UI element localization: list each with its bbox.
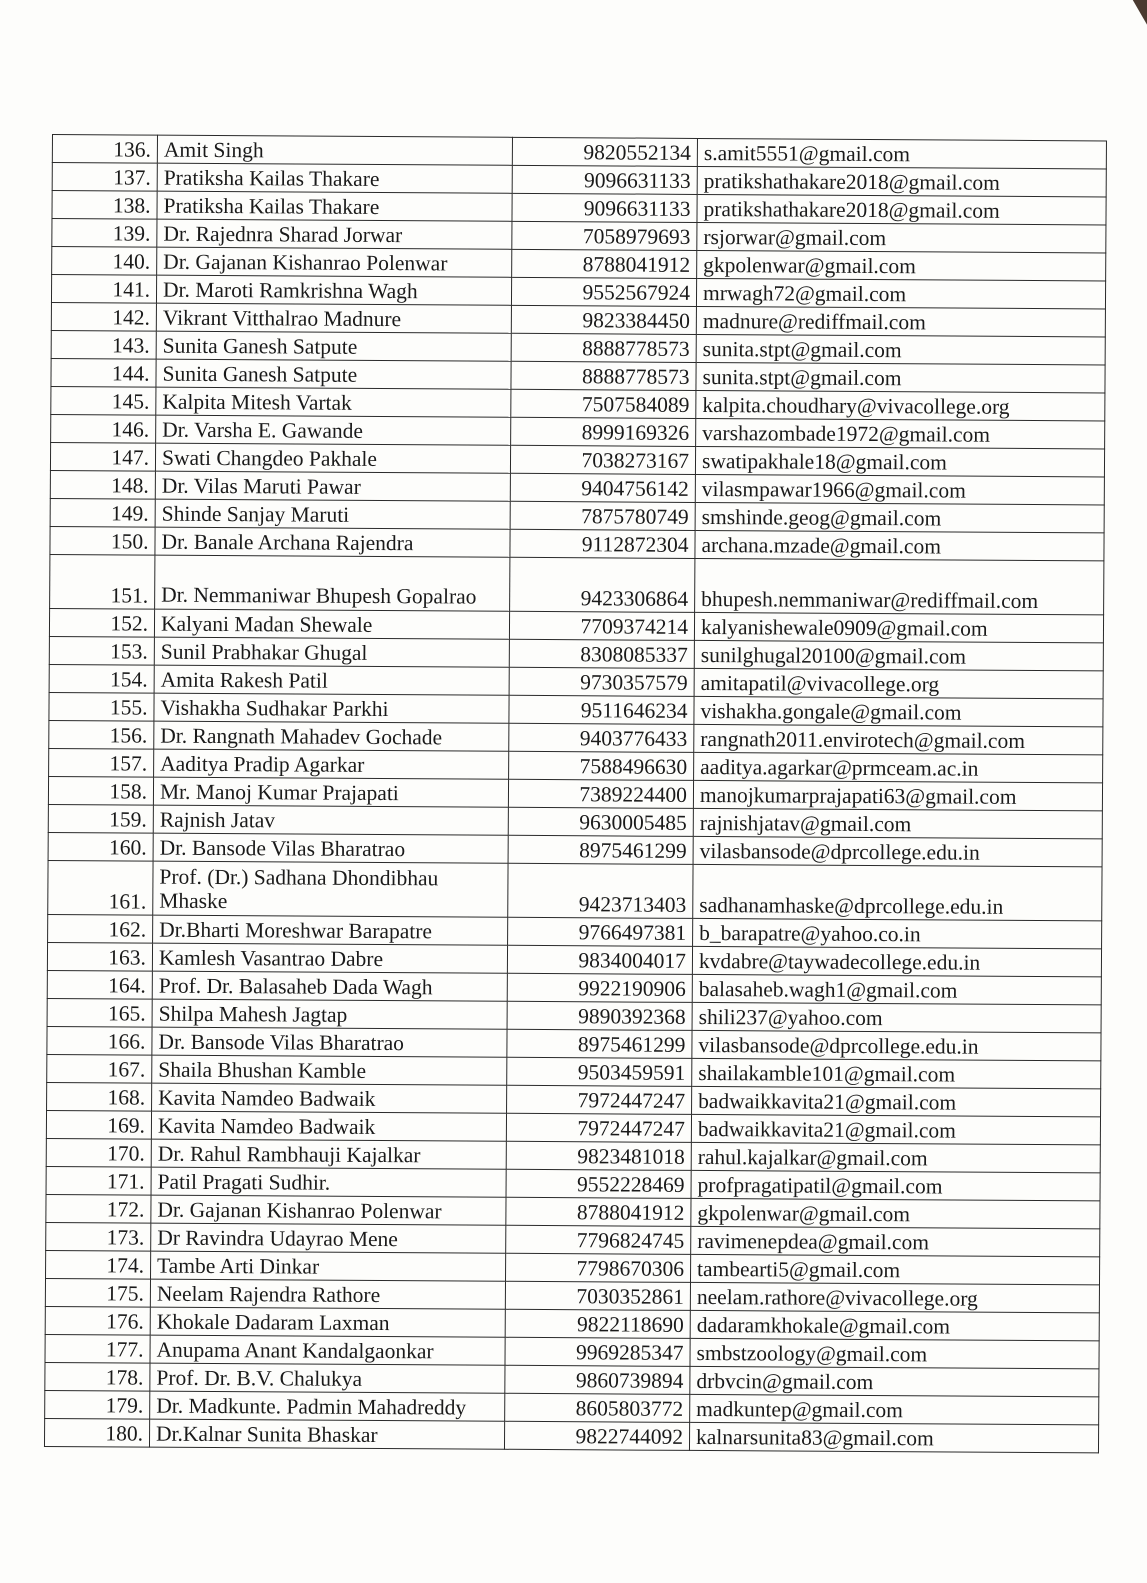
email-cell: gkpolenwar@gmail.com <box>697 250 1106 280</box>
serial-number-cell: 136. <box>52 135 157 164</box>
name-cell: Prof. Dr. B.V. Chalukya <box>150 1363 505 1393</box>
email-cell: kvdabre@taywadecollege.edu.in <box>692 946 1101 976</box>
phone-cell: 9820552134 <box>512 137 697 166</box>
serial-number-cell: 156. <box>49 720 154 749</box>
email-cell: b_barapatre@yahoo.co.in <box>693 918 1102 948</box>
serial-number-cell: 139. <box>52 219 157 248</box>
phone-cell: 8975461299 <box>508 835 693 864</box>
phone-cell: 8308085337 <box>509 639 694 668</box>
name-cell: Dr. Madkunte. Padmin Mahadreddy <box>150 1391 505 1421</box>
email-cell: madkuntep@gmail.com <box>690 1394 1099 1424</box>
name-cell: Kalyani Madan Shewale <box>154 609 509 639</box>
phone-cell: 9730357579 <box>509 667 694 696</box>
name-cell: Shinde Sanjay Maruti <box>155 499 510 529</box>
name-cell: Dr. Maroti Ramkrishna Wagh <box>156 275 511 305</box>
phone-cell: 9969285347 <box>505 1337 690 1366</box>
serial-number-cell: 141. <box>51 275 156 304</box>
name-cell: Vishakha Sudhakar Parkhi <box>154 693 509 723</box>
name-cell: Dr. Rangnath Mahadev Gochade <box>154 721 509 751</box>
serial-number-cell: 167. <box>47 1054 152 1083</box>
email-cell: sunilghugal20100@gmail.com <box>694 640 1103 670</box>
name-cell: Khokale Dadaram Laxman <box>150 1307 505 1337</box>
serial-number-cell: 163. <box>47 942 152 971</box>
serial-number-cell: 172. <box>46 1194 151 1223</box>
phone-cell: 7709374214 <box>509 611 694 640</box>
table-row <box>50 554 1104 614</box>
email-cell: rahul.kajalkar@gmail.com <box>691 1142 1100 1172</box>
phone-cell: 9822118690 <box>505 1309 690 1338</box>
phone-cell: 8888778573 <box>511 361 696 390</box>
serial-number-cell: 149. <box>50 498 155 527</box>
serial-number-cell: 150. <box>50 526 155 555</box>
name-cell: Vikrant Vitthalrao Madnure <box>156 303 511 333</box>
phone-cell: 9890392368 <box>507 1001 692 1030</box>
serial-number-cell: 178. <box>45 1362 150 1391</box>
phone-cell: 7588496630 <box>509 751 694 780</box>
name-cell: Dr. Gajanan Kishanrao Polenwar <box>157 247 512 277</box>
email-cell: madnure@rediffmail.com <box>696 306 1105 336</box>
phone-cell: 7058979693 <box>512 221 697 250</box>
phone-cell: 9096631133 <box>512 193 697 222</box>
phone-cell: 8975461299 <box>507 1029 692 1058</box>
phone-cell: 9922190906 <box>507 973 692 1002</box>
email-cell: aaditya.agarkar@prmceam.ac.in <box>694 752 1103 782</box>
email-cell: sunita.stpt@gmail.com <box>696 362 1105 392</box>
serial-number-cell: 145. <box>51 386 156 415</box>
serial-number-cell: 147. <box>50 442 155 471</box>
email-cell: tambearti5@gmail.com <box>690 1254 1099 1284</box>
email-cell: rajnishjatav@gmail.com <box>693 808 1102 838</box>
serial-number-cell: 164. <box>47 970 152 999</box>
serial-number-cell: 177. <box>45 1334 150 1363</box>
serial-number-cell: 138. <box>52 191 157 220</box>
name-cell: Sunil Prabhakar Ghugal <box>154 637 509 667</box>
name-cell: Kavita Namdeo Badwaik <box>152 1083 507 1113</box>
table-row <box>44 1418 1098 1452</box>
email-cell: bhupesh.nemmaniwar@rediffmail.com <box>695 558 1104 614</box>
email-cell: kalyanishewale0909@gmail.com <box>694 612 1103 642</box>
email-cell: archana.mzade@gmail.com <box>695 530 1104 560</box>
name-cell: Prof. Dr. Balasaheb Dada Wagh <box>152 971 507 1001</box>
serial-number-cell: 176. <box>45 1306 150 1335</box>
email-cell: varshazombade1972@gmail.com <box>696 418 1105 448</box>
phone-cell: 8788041912 <box>512 249 697 278</box>
name-cell: Dr. Nemmaniwar Bhupesh Gopalrao <box>155 555 510 611</box>
phone-cell: 7038273167 <box>510 445 695 474</box>
serial-number-cell: 160. <box>48 832 153 861</box>
serial-number-cell: 154. <box>49 664 154 693</box>
phone-cell: 9552228469 <box>506 1169 691 1198</box>
email-cell: swatipakhale18@gmail.com <box>695 446 1104 476</box>
name-cell: Anupama Anant Kandalgaonkar <box>150 1335 505 1365</box>
document-page <box>44 134 1107 1453</box>
serial-number-cell: 161. <box>48 860 153 915</box>
serial-number-cell: 157. <box>49 748 154 777</box>
phone-cell: 9511646234 <box>509 695 694 724</box>
name-cell: Neelam Rajendra Rathore <box>150 1279 505 1309</box>
name-cell: Dr Ravindra Udayrao Mene <box>151 1223 506 1253</box>
table-row <box>48 860 1102 920</box>
name-cell: Amit Singh <box>157 135 512 165</box>
name-cell: Swati Changdeo Pakhale <box>155 443 510 473</box>
email-cell: vilasmpawar1966@gmail.com <box>695 474 1104 504</box>
name-cell: Prof. (Dr.) Sadhana Dhondibhau Mhaske <box>153 861 508 917</box>
email-cell: vilasbansode@dprcollege.edu.in <box>693 836 1102 866</box>
serial-number-cell: 166. <box>47 1026 152 1055</box>
email-cell: dadaramkhokale@gmail.com <box>690 1310 1099 1340</box>
serial-number-cell: 144. <box>51 358 156 387</box>
email-cell: vishakha.gongale@gmail.com <box>694 696 1103 726</box>
email-cell: badwaikkavita21@gmail.com <box>691 1114 1100 1144</box>
phone-cell: 9630005485 <box>508 807 693 836</box>
email-cell: neelam.rathore@vivacollege.org <box>690 1282 1099 1312</box>
email-cell: pratikshathakare2018@gmail.com <box>697 166 1106 196</box>
name-cell: Kamlesh Vasantrao Dabre <box>152 943 507 973</box>
phone-cell: 9834004017 <box>507 945 692 974</box>
email-cell: kalpita.choudhary@vivacollege.org <box>696 390 1105 420</box>
phone-cell: 9822744092 <box>504 1421 689 1450</box>
phone-cell: 9403776433 <box>509 723 694 752</box>
serial-number-cell: 159. <box>48 804 153 833</box>
serial-number-cell: 180. <box>44 1418 149 1447</box>
serial-number-cell: 169. <box>46 1110 151 1139</box>
name-cell: Pratiksha Kailas Thakare <box>157 191 512 221</box>
contacts-table-body <box>44 135 1106 1453</box>
serial-number-cell: 140. <box>52 247 157 276</box>
serial-number-cell: 175. <box>45 1278 150 1307</box>
name-cell: Dr. Rahul Rambhauji Kajalkar <box>151 1139 506 1169</box>
phone-cell: 8999169326 <box>511 417 696 446</box>
email-cell: pratikshathakare2018@gmail.com <box>697 194 1106 224</box>
phone-cell: 7972447247 <box>507 1085 692 1114</box>
serial-number-cell: 170. <box>46 1138 151 1167</box>
name-cell: Sunita Ganesh Satpute <box>156 331 511 361</box>
name-cell: Kalpita Mitesh Vartak <box>156 387 511 417</box>
phone-cell: 9423713403 <box>508 863 693 918</box>
serial-number-cell: 165. <box>47 998 152 1027</box>
phone-cell: 8888778573 <box>511 333 696 362</box>
phone-cell: 9766497381 <box>508 917 693 946</box>
name-cell: Aaditya Pradip Agarkar <box>154 749 509 779</box>
serial-number-cell: 137. <box>52 163 157 192</box>
phone-cell: 9860739894 <box>505 1365 690 1394</box>
phone-cell: 9423306864 <box>510 557 695 612</box>
serial-number-cell: 179. <box>45 1390 150 1419</box>
email-cell: balasaheb.wagh1@gmail.com <box>692 974 1101 1004</box>
phone-cell: 9404756142 <box>510 473 695 502</box>
email-cell: shili237@yahoo.com <box>692 1002 1101 1032</box>
serial-number-cell: 173. <box>46 1222 151 1251</box>
phone-cell: 7798670306 <box>506 1253 691 1282</box>
phone-cell: 9823481018 <box>506 1141 691 1170</box>
email-cell: kalnarsunita83@gmail.com <box>689 1422 1098 1452</box>
serial-number-cell: 155. <box>49 692 154 721</box>
name-cell: Dr.Bharti Moreshwar Barapatre <box>153 915 508 945</box>
email-cell: profpragatipatil@gmail.com <box>691 1170 1100 1200</box>
phone-cell: 7389224400 <box>508 779 693 808</box>
phone-cell: 7507584089 <box>511 389 696 418</box>
email-cell: ravimenepdea@gmail.com <box>691 1226 1100 1256</box>
phone-cell: 8788041912 <box>506 1197 691 1226</box>
name-cell: Patil Pragati Sudhir. <box>151 1167 506 1197</box>
name-cell: Rajnish Jatav <box>153 805 508 835</box>
phone-cell: 7972447247 <box>506 1113 691 1142</box>
serial-number-cell: 142. <box>51 302 156 331</box>
email-cell: smbstzoology@gmail.com <box>690 1338 1099 1368</box>
name-cell: Mr. Manoj Kumar Prajapati <box>153 777 508 807</box>
email-cell: badwaikkavita21@gmail.com <box>692 1086 1101 1116</box>
name-cell: Dr. Banale Archana Rajendra <box>155 527 510 557</box>
serial-number-cell: 162. <box>48 914 153 943</box>
serial-number-cell: 146. <box>51 414 156 443</box>
phone-cell: 7796824745 <box>506 1225 691 1254</box>
serial-number-cell: 168. <box>47 1082 152 1111</box>
phone-cell: 9823384450 <box>511 305 696 334</box>
contacts-table <box>44 134 1107 1453</box>
email-cell: s.amit5551@gmail.com <box>697 138 1106 168</box>
serial-number-cell: 158. <box>48 776 153 805</box>
serial-number-cell: 148. <box>50 470 155 499</box>
email-cell: amitapatil@vivacollege.org <box>694 668 1103 698</box>
serial-number-cell: 152. <box>49 608 154 637</box>
email-cell: smshinde.geog@gmail.com <box>695 502 1104 532</box>
phone-cell: 9096631133 <box>512 165 697 194</box>
email-cell: manojkumarprajapati63@gmail.com <box>693 780 1102 810</box>
phone-cell: 9112872304 <box>510 529 695 558</box>
name-cell: Amita Rakesh Patil <box>154 665 509 695</box>
name-cell: Sunita Ganesh Satpute <box>156 359 511 389</box>
name-cell: Dr. Gajanan Kishanrao Polenwar <box>151 1195 506 1225</box>
name-cell: Dr. Rajednra Sharad Jorwar <box>157 219 512 249</box>
phone-cell: 8605803772 <box>505 1393 690 1422</box>
page-corner-shadow <box>1127 0 1147 33</box>
name-cell: Dr. Bansode Vilas Bharatrao <box>153 833 508 863</box>
name-cell: Tambe Arti Dinkar <box>151 1251 506 1281</box>
serial-number-cell: 151. <box>50 554 155 609</box>
email-cell: gkpolenwar@gmail.com <box>691 1198 1100 1228</box>
email-cell: rsjorwar@gmail.com <box>697 222 1106 252</box>
email-cell: sadhanamhaske@dprcollege.edu.in <box>693 864 1102 920</box>
phone-cell: 7030352861 <box>505 1281 690 1310</box>
name-cell: Shilpa Mahesh Jagtap <box>152 999 507 1029</box>
email-cell: sunita.stpt@gmail.com <box>696 334 1105 364</box>
name-cell: Dr. Varsha E. Gawande <box>156 415 511 445</box>
email-cell: mrwagh72@gmail.com <box>696 278 1105 308</box>
email-cell: shailakamble101@gmail.com <box>692 1058 1101 1088</box>
email-cell: rangnath2011.envirotech@gmail.com <box>694 724 1103 754</box>
phone-cell: 9503459591 <box>507 1057 692 1086</box>
email-cell: vilasbansode@dprcollege.edu.in <box>692 1030 1101 1060</box>
name-cell: Kavita Namdeo Badwaik <box>151 1111 506 1141</box>
name-cell: Pratiksha Kailas Thakare <box>157 163 512 193</box>
name-cell: Dr. Bansode Vilas Bharatrao <box>152 1027 507 1057</box>
email-cell: drbvcin@gmail.com <box>690 1366 1099 1396</box>
name-cell: Dr. Vilas Maruti Pawar <box>155 471 510 501</box>
serial-number-cell: 153. <box>49 636 154 665</box>
serial-number-cell: 171. <box>46 1166 151 1195</box>
phone-cell: 7875780749 <box>510 501 695 530</box>
name-cell: Shaila Bhushan Kamble <box>152 1055 507 1085</box>
serial-number-cell: 143. <box>51 330 156 359</box>
serial-number-cell: 174. <box>46 1250 151 1279</box>
name-cell: Dr.Kalnar Sunita Bhaskar <box>149 1419 504 1449</box>
phone-cell: 9552567924 <box>511 277 696 306</box>
